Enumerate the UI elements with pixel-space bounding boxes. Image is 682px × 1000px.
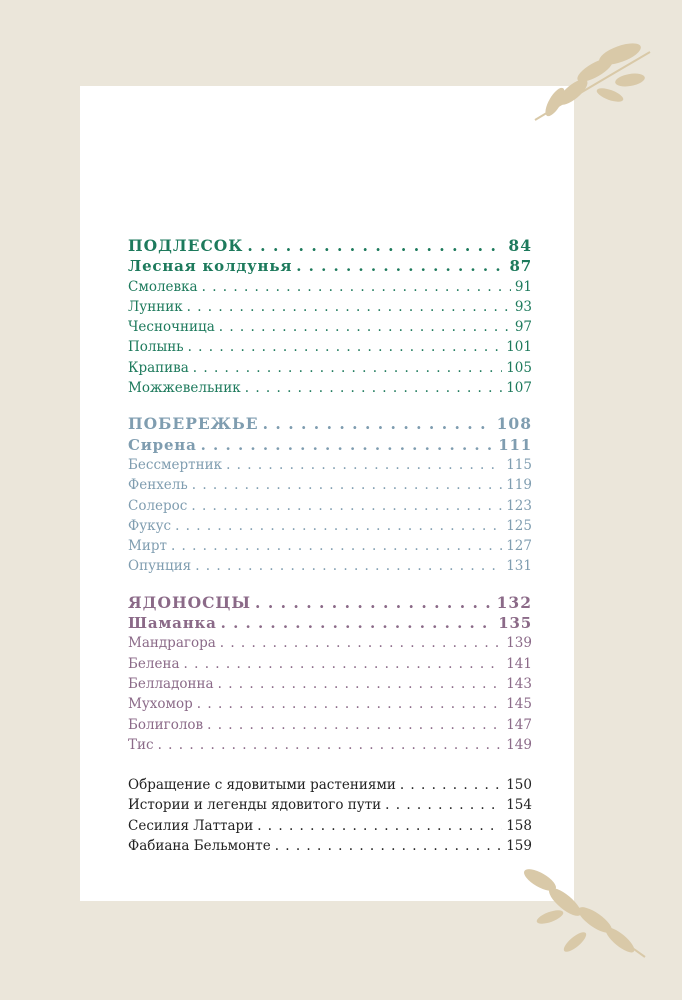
leaf-branch-decoration-bottom <box>505 862 655 962</box>
toc-page-number: 101 <box>506 339 532 356</box>
toc-entry[interactable] <box>128 358 532 378</box>
toc-page-number: 93 <box>514 298 532 315</box>
toc-entry[interactable] <box>128 297 532 317</box>
toc-entry[interactable] <box>128 455 532 475</box>
toc-page-number: 115 <box>506 456 532 473</box>
toc-page-number: 111 <box>498 435 532 454</box>
toc-entry[interactable] <box>128 735 532 755</box>
toc-label: Шаманка <box>128 614 217 633</box>
toc-subheading[interactable] <box>128 435 532 455</box>
toc-page-number: 135 <box>498 614 532 633</box>
toc-label: Сесилия Латтари <box>128 817 254 834</box>
toc-entry[interactable] <box>128 337 532 357</box>
toc-label: Фукус <box>128 517 172 534</box>
toc-entry[interactable] <box>128 694 532 714</box>
toc-page-number: 119 <box>506 477 532 494</box>
toc-page-number: 143 <box>506 675 532 692</box>
toc-page-number: 132 <box>496 592 532 612</box>
toc-label: Полынь <box>128 339 184 356</box>
section-podlesok <box>128 236 532 398</box>
section-poberezhye <box>128 414 532 576</box>
toc-page-number: 105 <box>506 359 532 376</box>
toc-label: Опунция <box>128 558 192 575</box>
toc-page-number: 149 <box>506 736 532 753</box>
toc-label: Смолевка <box>128 278 198 295</box>
toc-label: Фабиана Бельмонте <box>128 838 271 855</box>
toc-page-number: 147 <box>506 716 532 733</box>
toc-label: Крапива <box>128 359 189 376</box>
toc-page-number: 158 <box>506 817 532 834</box>
leaf-branch-decoration-top <box>525 40 665 130</box>
toc-page-number: 107 <box>506 380 532 397</box>
toc-entry[interactable] <box>128 795 532 815</box>
toc-page-number: 91 <box>514 278 532 295</box>
toc-label: Лунник <box>128 298 183 315</box>
toc-label: Солерос <box>128 497 188 514</box>
toc-section-heading[interactable] <box>128 593 532 613</box>
toc-page-number: 141 <box>506 655 532 672</box>
section-yadonostsy <box>128 593 532 755</box>
toc-subheading[interactable] <box>128 613 532 633</box>
table-of-contents <box>128 236 532 872</box>
toc-page-number: 127 <box>506 538 532 555</box>
toc-label: Бессмертник <box>128 456 223 473</box>
toc-entry[interactable] <box>128 715 532 735</box>
toc-label: Болиголов <box>128 716 204 733</box>
toc-page-number: 154 <box>506 797 532 814</box>
toc-entry[interactable] <box>128 633 532 653</box>
toc-label: Чесночница <box>128 319 215 336</box>
toc-page-number: 87 <box>509 257 532 276</box>
toc-label: Лесная колдунья <box>128 257 293 276</box>
toc-page-number: 131 <box>506 558 532 575</box>
toc-label: ПОДЛЕСОК <box>128 236 244 255</box>
section-appendix <box>128 775 532 856</box>
toc-entry[interactable] <box>128 475 532 495</box>
toc-label: Белладонна <box>128 675 214 692</box>
toc-page-number: 125 <box>506 517 532 534</box>
toc-page-number: 139 <box>506 635 532 652</box>
toc-label: ЯДОНОСЦЫ <box>128 592 252 612</box>
toc-entry[interactable] <box>128 536 532 556</box>
toc-label: Истории и легенды ядовитого пути <box>128 797 382 814</box>
toc-label: Мандрагора <box>128 635 216 652</box>
toc-page-number: 150 <box>506 777 532 794</box>
toc-label: ПОБЕРЕЖЬЕ <box>128 414 259 434</box>
toc-page-number: 159 <box>506 838 532 855</box>
toc-entry[interactable] <box>128 816 532 836</box>
toc-entry[interactable] <box>128 378 532 398</box>
toc-label: Фенхель <box>128 477 188 494</box>
toc-entry[interactable] <box>128 674 532 694</box>
toc-label: Сирена <box>128 435 197 454</box>
toc-subheading[interactable] <box>128 256 532 276</box>
toc-page-number: 108 <box>496 414 532 434</box>
toc-entry[interactable] <box>128 317 532 337</box>
toc-entry[interactable] <box>128 277 532 297</box>
toc-entry[interactable] <box>128 654 532 674</box>
toc-entry[interactable] <box>128 556 532 576</box>
toc-page-number: 84 <box>508 236 532 255</box>
toc-entry[interactable] <box>128 775 532 795</box>
toc-page-number: 123 <box>506 497 532 514</box>
toc-section-heading[interactable] <box>128 236 532 256</box>
toc-entry[interactable] <box>128 836 532 856</box>
toc-label: Тис <box>128 736 154 753</box>
toc-label: Можжевельник <box>128 380 241 397</box>
toc-label: Белена <box>128 655 180 672</box>
toc-entry[interactable] <box>128 496 532 516</box>
toc-section-heading[interactable] <box>128 414 532 434</box>
toc-page-number: 97 <box>514 319 532 336</box>
toc-label: Мухомор <box>128 696 193 713</box>
toc-label: Обращение с ядовитыми растениями <box>128 777 396 794</box>
toc-page-number: 145 <box>506 696 532 713</box>
toc-entry[interactable] <box>128 516 532 536</box>
toc-label: Мирт <box>128 538 167 555</box>
